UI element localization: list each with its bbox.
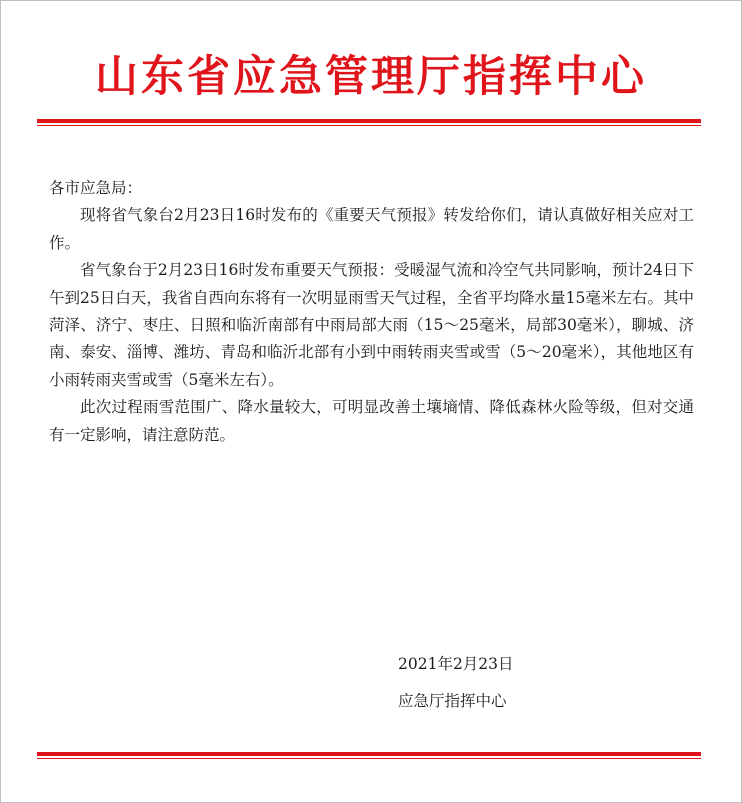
rule-thin-line	[37, 758, 701, 759]
letter-body	[49, 175, 694, 449]
paragraph-forward-notice: 现将省气象台2月23日16时发布的《重要天气预报》转发给你们，请认真做好相关应对工作。	[49, 206, 694, 252]
letterhead-top-rule	[37, 119, 701, 126]
paragraph-impact-advice: 此次过程雨雪范围广、降水量较大，可明显改善土壤墒情、降低森林火险等级，但对交通有一定影响，请注意防范。	[49, 398, 694, 444]
footer-rule	[37, 752, 701, 759]
rule-thin-line	[37, 125, 701, 126]
paragraph-weather-forecast: 省气象台于2月23日16时发布重要天气预报：受暖湿气流和冷空气共同影响，预计24日下午到25日白天，我省自西向东将有一次明显雨雪天气过程，全省平均降水量15毫米左右。其中菏泽、济宁、枣庄、日照和临沂南部有中雨局部大雨（15～25毫米，局部30毫米），聊城、济南、泰安、淄博、潍坊、青岛和临沂北部有小到中雨转雨夹雪或雪（5～20毫米），其他地区有小雨转雨夹雪或雪（5毫米左右）。	[49, 261, 694, 389]
signature-issuer: 应急厅指挥中心	[398, 692, 507, 710]
letterhead-title: 山东省应急管理厅指挥中心	[95, 52, 647, 102]
signature-block	[398, 646, 514, 720]
signature-date: 2021年2月23日	[398, 655, 514, 673]
salutation: 各市应急局：	[49, 179, 143, 197]
